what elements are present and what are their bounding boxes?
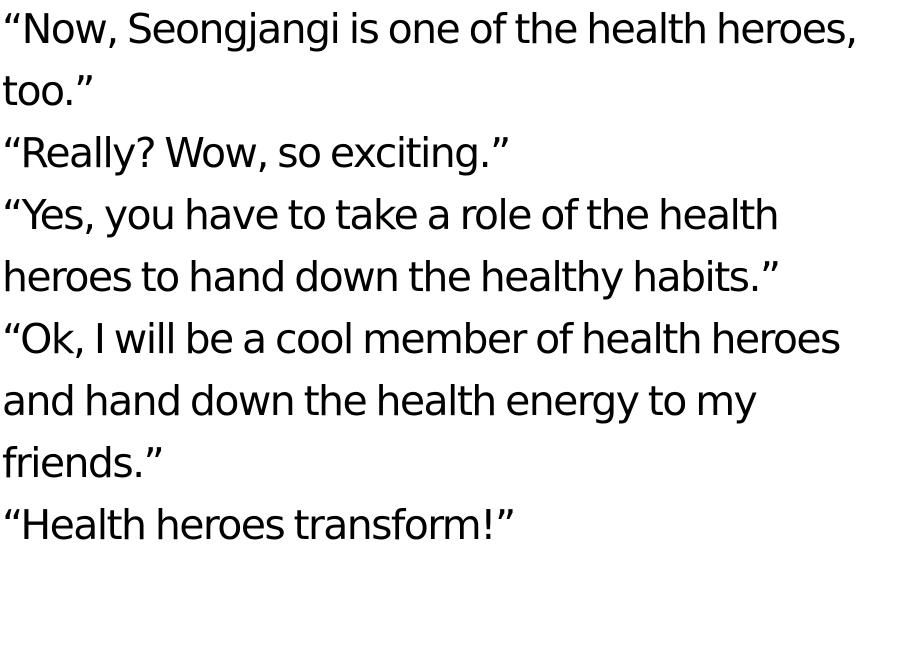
- dialogue-line: “Ok, I will be a cool member of health heroes: [2, 315, 840, 363]
- dialogue-line: “Yes, you have to take a role of the health: [2, 191, 779, 239]
- dialogue-line: friends.”: [2, 439, 164, 487]
- dialogue-line: heroes to hand down the healthy habits.”: [2, 253, 780, 301]
- dialogue-text-block: [2, 0, 914, 556]
- dialogue-line: “Really? Wow, so exciting.”: [2, 129, 510, 177]
- dialogue-line: too.”: [2, 67, 94, 115]
- dialogue-line: and hand down the health energy to my: [2, 377, 757, 425]
- dialogue-line: “Now, Seongjangi is one of the health heroes,: [2, 5, 857, 53]
- dialogue-line: “Health heroes transform!”: [2, 501, 515, 549]
